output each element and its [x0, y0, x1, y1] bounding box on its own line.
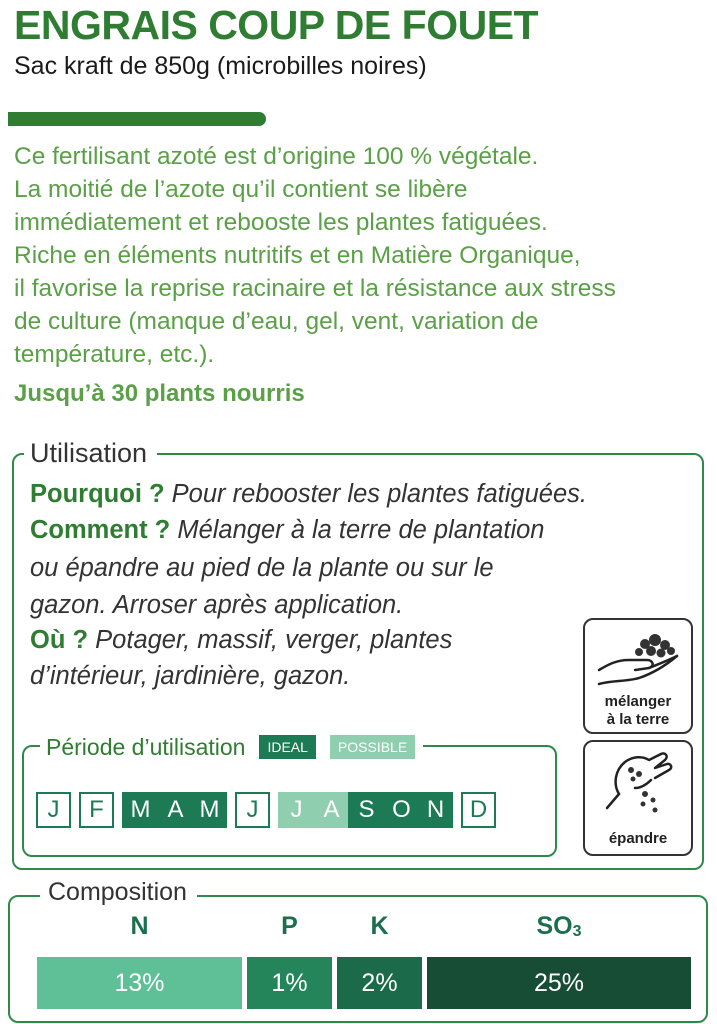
usage-where-text: Potager, massif, verger, plantes [88, 626, 453, 654]
month-cell: D [461, 792, 496, 828]
spread-caption: épandre [608, 830, 668, 847]
usage-why-label: Pourquoi ? [30, 480, 165, 508]
month-cell: O [383, 792, 418, 828]
month-cell: J [36, 792, 71, 828]
nutrient-bar-n: 13% [37, 957, 242, 1009]
title-divider [8, 112, 266, 126]
description-line: température, etc.). [14, 341, 215, 368]
usage-where-line-2: d’intérieur, jardinière, gazon. [30, 662, 351, 690]
period-title: Période d’utilisation [46, 733, 246, 760]
month-cell: S [348, 792, 383, 828]
usage-where [30, 626, 452, 655]
description-line: de culture (manque d’eau, gel, vent, variation de [14, 308, 539, 335]
usage-why-text: Pour rebooster les plantes fatiguées. [164, 480, 587, 508]
usage-how-line-3: gazon. Arroser après application. [30, 591, 404, 619]
mix-caption-line-2: à la terre [606, 711, 670, 728]
plants-fed: Jusqu’à 30 plants nourris [14, 380, 305, 407]
usage-title: Utilisation [24, 438, 157, 469]
nutrient-label-k: K [370, 912, 389, 940]
month-cell: F [79, 792, 114, 828]
usage-how-text: Mélanger à la terre de plantation [170, 516, 545, 544]
usage-where-label: Où ? [30, 626, 89, 654]
month-calendar [36, 792, 504, 828]
month-cell: J [278, 792, 313, 828]
description-line: Ce fertilisant azoté est d’origine 100 % végétale. [14, 143, 539, 170]
usage-how-label: Comment ? [30, 516, 171, 544]
nutrient-label-n: N [130, 912, 149, 940]
month-cell: A [157, 792, 192, 828]
product-subtitle: Sac kraft de 850g (microbilles noires) [14, 52, 427, 80]
usage-why [30, 480, 587, 509]
nutrient-so3-subscript: 3 [572, 923, 582, 940]
usage-how [30, 516, 544, 545]
hand-soil-icon [595, 626, 683, 690]
spread-card [583, 740, 693, 856]
composition-title: Composition [40, 878, 197, 907]
month-cell: J [235, 792, 270, 828]
nutrient-so3-symbol: SO [536, 912, 573, 940]
mix-caption-line-1: mélanger [604, 693, 672, 710]
description-line: il favorise la reprise racinaire et la résistance aux stress [14, 275, 616, 302]
usage-how-line-2: ou épandre au pied de la plante ou sur le [30, 554, 494, 582]
nutrient-label-p: P [281, 912, 298, 940]
month-cell: N [418, 792, 453, 828]
description-line: immédiatement et rebooste les plantes fatiguées. [14, 209, 548, 236]
description-line: La moitié de l’azote qu’il contient se libère [14, 176, 468, 203]
mix-into-soil-card [583, 618, 693, 734]
nutrient-bar-k: 2% [337, 957, 422, 1009]
description [14, 140, 714, 371]
legend-ideal: IDEAL [259, 735, 315, 759]
nutrient-bar-p: 1% [247, 957, 332, 1009]
description-line: Riche en éléments nutritifs et en Matière Organique, [14, 242, 581, 269]
nutrient-bar-so3: 25% [427, 957, 691, 1009]
nutrient-label-so3 [427, 912, 691, 941]
product-title: ENGRAIS COUP DE FOUET [14, 2, 539, 48]
month-cell: M [122, 792, 157, 828]
month-cell: A [313, 792, 348, 828]
legend-possible: POSSIBLE [330, 735, 415, 759]
month-cell: M [192, 792, 227, 828]
hand-sprinkle-icon [595, 748, 683, 818]
period-header [40, 731, 423, 763]
